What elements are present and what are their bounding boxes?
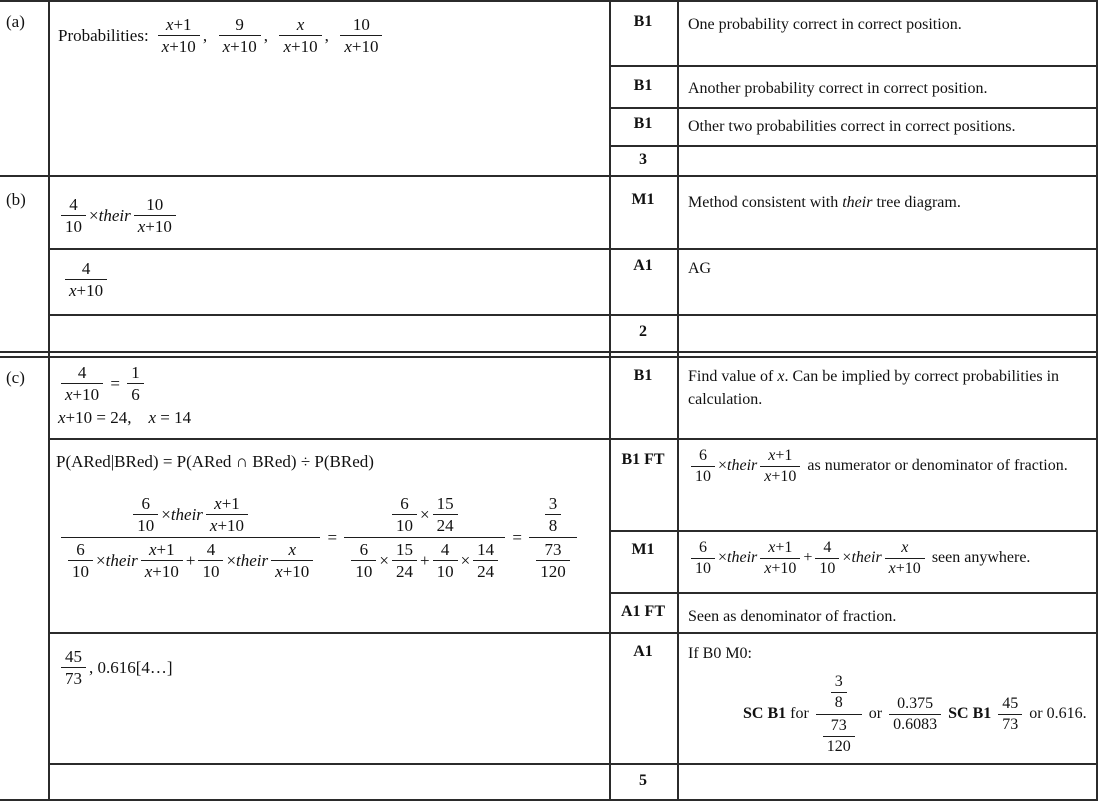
grid-line-top	[0, 0, 1098, 2]
comment-c-2: $\frac{6}{10}$ ×their x +1 x +10 + $\frac{4}{10}$ ×their x x +10 seen anywhere.	[688, 538, 1092, 579]
mark-c-2: M1	[631, 541, 655, 558]
fraction: $\frac{3}{8}$	[545, 493, 562, 536]
comment-a-0: One probability correct in correct position.	[688, 16, 962, 33]
mark-a-total: 3	[639, 151, 647, 168]
fraction: 4 x +10	[61, 362, 103, 405]
grid-line-right-border	[1096, 0, 1098, 801]
working-b-line1: $\frac{4}{10}$ × their 10 x +10	[58, 194, 179, 237]
fraction: 4 x +10	[65, 258, 107, 301]
part-label-a: (a)	[6, 12, 25, 31]
grid-line	[609, 145, 1098, 147]
grid-line	[609, 592, 1098, 594]
fraction: $\frac{6}{10}$	[68, 539, 93, 582]
grid-line-section-a-b	[0, 175, 1098, 177]
fraction: $\frac{6}{10}$	[691, 538, 715, 579]
working-c-eq1: 4 x +10 = $\frac{1}{6}$	[58, 362, 191, 405]
comment-c-4-line2: SC B1 for $\frac{\frac{3}{8}}{\frac{73}{120}}$ or $\frac{0.375}{0.6083}$ SC B1 $\frac{45}{73}$ or 0.616.	[743, 671, 1092, 758]
mark-c-4: A1	[633, 643, 653, 660]
fraction: x +1 x +10	[760, 446, 800, 487]
fraction: $\frac{6}{10}$	[351, 539, 376, 582]
fraction: x +1 x +10	[158, 14, 200, 57]
comment-b-0: Method consistent with their tree diagram.	[688, 194, 961, 211]
fraction	[529, 492, 577, 583]
fraction: $\frac{6}{10}$	[691, 446, 715, 487]
fraction	[816, 671, 862, 758]
comment-c-3: Seen as denominator of fraction.	[688, 608, 897, 625]
fraction: $\frac{15}{24}$	[392, 539, 417, 582]
mark-b-total: 2	[639, 323, 647, 340]
grid-line	[48, 248, 1098, 250]
fraction: $\frac{45}{73}$	[61, 646, 86, 689]
working-c-big-equation: $\frac{6}{10}$ × their x +1 x +10 $\frac{6}{10}$ × their x +1 x +10 + $\frac{4}{10}$ × their x x +10 = $\frac{6}{10}$ × $\frac{15}{24}$ $\frac{6}{10}$ × $\frac{15}{24}$ + $\frac{4}{10}$ × $\frac{14}{24}$ = $\frac{\frac{3}{8}}{\frac{73}{120}}$	[58, 492, 580, 583]
grid-line	[609, 107, 1098, 109]
working-c-eq2: x +10 = 24, x = 14	[58, 408, 192, 428]
fraction: x x +10	[885, 538, 925, 579]
mark-c-3: A1 FT	[621, 603, 665, 620]
fraction: $\frac{6}{10}$	[133, 493, 158, 536]
comment-a-2: Other two probabilities correct in correct positions.	[688, 118, 1016, 135]
working-a-label: Probabilities:	[58, 25, 149, 45]
mark-a-1: B1	[633, 77, 653, 94]
part-label-c: (c)	[6, 368, 25, 387]
fraction: x x +10	[271, 539, 313, 582]
comment-c-0: Find value of x. Can be implied by correct probabilities in calculation.	[688, 368, 1060, 409]
mark-c-1: B1 FT	[621, 451, 665, 468]
fraction: $\frac{6}{10}$	[392, 493, 417, 536]
part-label-b: (b)	[6, 190, 26, 209]
fraction: x +1 x +10	[760, 538, 800, 579]
fraction: $\frac{14}{24}$	[473, 539, 498, 582]
fraction: $\frac{6}{10}$ × $\frac{15}{24}$ $\frac{6}{10}$ × $\frac{15}{24}$ + $\frac{4}{10}$ × $\frac{14}{24}$	[344, 492, 505, 583]
working-a-formula: x +1 x +10 , 9 x +10 , x x +10 , 10 x +10	[155, 14, 386, 57]
mark-b-0: M1	[631, 191, 655, 208]
comment-b-1: AG	[688, 260, 712, 277]
fraction: $\frac{4}{10}$	[61, 194, 86, 237]
grid-line-double-rule-1	[0, 351, 1098, 353]
fraction: 9 x +10	[219, 14, 261, 57]
comment-c-4-line1: If B0 M0:	[688, 645, 752, 662]
fraction: 10 x +10	[134, 194, 176, 237]
mark-b-1: A1	[633, 257, 653, 274]
fraction: $\frac{1}{6}$	[127, 362, 144, 405]
fraction: x +1 x +10	[206, 493, 248, 536]
grid-line	[609, 530, 1098, 532]
grid-line	[609, 65, 1098, 67]
fraction: $\frac{45}{73}$	[998, 694, 1022, 735]
working-c-head: P(ARed|BRed) = P(ARed ∩ BRed) ÷ P(BRed)	[56, 452, 374, 471]
comment-c-4	[688, 642, 1092, 758]
fraction: x +1 x +10	[141, 539, 183, 582]
fraction: 10 x +10	[340, 14, 382, 57]
fraction: $\frac{4}{10}$	[433, 539, 458, 582]
comment-c-1: $\frac{6}{10}$ ×their x +1 x +10 as numerator or denominator of fraction.	[688, 446, 1092, 487]
mark-a-0: B1	[633, 13, 653, 30]
grid-line-part-col	[48, 0, 50, 801]
fraction: x x +10	[279, 14, 321, 57]
mark-a-2: B1	[633, 115, 653, 132]
working-c-answer: $\frac{45}{73}$ , 0.616[4…]	[58, 646, 173, 689]
fraction: $\frac{73}{120}$	[823, 716, 855, 757]
fraction: $\frac{4}{10}$	[198, 539, 223, 582]
grid-line	[48, 632, 1098, 634]
fraction: $\frac{73}{120}$	[536, 539, 570, 582]
grid-line	[48, 314, 1098, 316]
grid-line-comment-col	[677, 0, 679, 801]
mark-c-total: 5	[639, 772, 647, 789]
fraction: $\frac{15}{24}$	[433, 493, 458, 536]
comment-a-1: Another probability correct in correct position.	[688, 80, 988, 97]
working-a	[58, 14, 385, 57]
fraction: $\frac{3}{8}$	[831, 672, 847, 713]
grid-line	[48, 763, 1098, 765]
working-b-line2	[62, 258, 110, 301]
grid-line-double-rule-2	[0, 356, 1098, 358]
fraction: $\frac{6}{10}$ × their x +1 x +10 $\frac{6}{10}$ × their x +1 x +10 + $\frac{4}{10}$ × their x x +10	[61, 492, 320, 583]
fraction: $\frac{4}{10}$	[815, 538, 839, 579]
working-c-row1	[58, 362, 191, 428]
grid-line-bottom	[0, 799, 1098, 801]
grid-line	[48, 438, 1098, 440]
mark-c-0: B1	[633, 367, 653, 384]
fraction: $\frac{0.375}{0.6083}$	[889, 694, 941, 735]
